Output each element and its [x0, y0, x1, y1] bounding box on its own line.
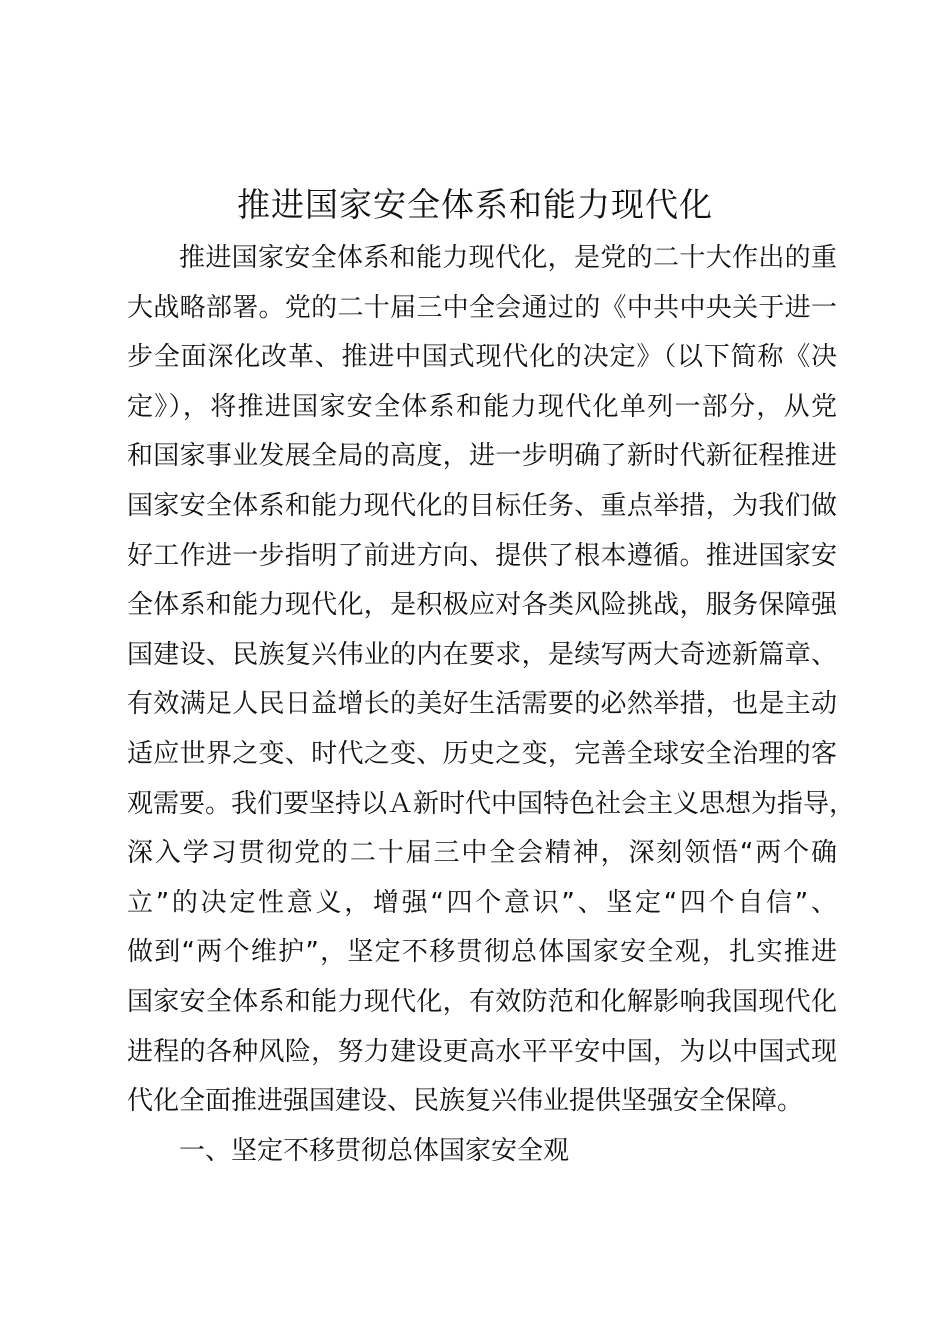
paragraph-line: 定》），将推进国家安全体系和能力现代化单列一部分，从党: [127, 391, 837, 422]
paragraph-line: 有效满足人民日益增长的美好生活需要的必然举措，也是主动: [127, 689, 837, 720]
paragraph-line: 步全面深化改革、推进中国式现代化的决定》（以下简称《决: [127, 342, 837, 373]
paragraph-line: 国家安全体系和能力现代化，有效防范和化解影响我国现代化: [127, 986, 837, 1017]
paragraph-line: 进程的各种风险，努力建设更高水平平安中国，为以中国式现: [127, 1036, 837, 1067]
section-heading: 一、坚定不移贯彻总体国家安全观: [179, 1136, 570, 1166]
paragraph-line: 做到“两个维护”，坚定不移贯彻总体国家安全观，扎实推进: [127, 937, 837, 968]
paragraph-line: 和国家事业发展全局的高度，进一步明确了新时代新征程推进: [127, 441, 837, 472]
document-title: 推进国家安全体系和能力现代化: [237, 185, 713, 224]
paragraph-line: 全体系和能力现代化，是积极应对各类风险挑战，服务保障强: [127, 590, 837, 621]
paragraph-line: 适应世界之变、时代之变、历史之变，完善全球安全治理的客: [127, 738, 837, 769]
paragraph-line: 国家安全体系和能力现代化的目标任务、重点举措，为我们做: [127, 490, 837, 521]
paragraph-line: 立”的决定性意义，增强“四个意识”、坚定“四个自信”、: [127, 887, 837, 918]
paragraph-line: 好工作进一步指明了前进方向、提供了根本遵循。推进国家安: [127, 540, 837, 571]
paragraph-line: 大战略部署。党的二十届三中全会通过的《中共中央关于进一: [127, 292, 837, 323]
paragraph-line: 代化全面推进强国建设、民族复兴伟业提供坚强安全保障。: [127, 1086, 804, 1117]
intro-paragraph: [127, 234, 856, 1127]
paragraph-line: 观需要。我们要坚持以Ａ新时代中国特色社会主义思想为指导，: [127, 788, 856, 819]
paragraph-line: 深入学习贯彻党的二十届三中全会精神，深刻领悟“两个确: [127, 838, 837, 869]
paragraph-line: 推进国家安全体系和能力现代化，是党的二十大作出的重: [179, 243, 837, 273]
paragraph-line: 国建设、民族复兴伟业的内在要求，是续写两大奇迹新篇章、: [127, 639, 837, 670]
